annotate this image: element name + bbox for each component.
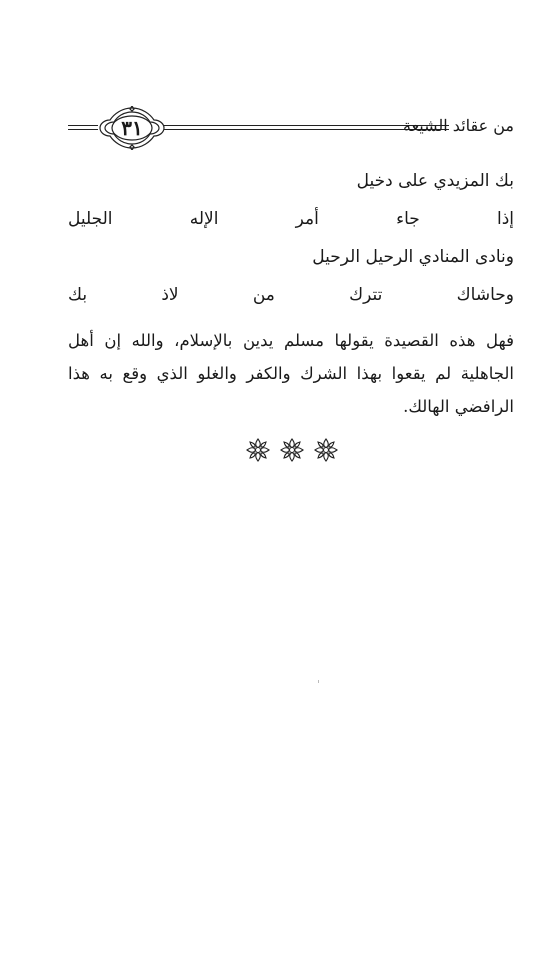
- running-header-title: من عقائد الشيعة: [402, 116, 514, 135]
- scan-speck: [318, 680, 319, 683]
- page-number-badge: [98, 106, 166, 150]
- flower-ornament-icon: [245, 437, 271, 463]
- section-divider-ornaments: [245, 437, 340, 463]
- header-rule-left: [68, 125, 98, 130]
- flower-ornament-icon: [279, 437, 305, 463]
- verse-line: بك المزيدي على دخيل: [356, 171, 514, 191]
- verse-line: وحاشاك تترك من لاذ بك: [68, 285, 514, 305]
- page-number: ٣١: [121, 116, 143, 140]
- verse-line: ونادى المنادي الرحيل الرحيل: [312, 247, 514, 267]
- page-body: [68, 162, 514, 423]
- flower-ornament-icon: [313, 437, 339, 463]
- page-header: [68, 106, 514, 152]
- commentary-paragraph: فهل هذه القصيدة يقولها مسلم يدين بالإسلام، والله إن أهل الجاهلية لم يقعوا بهذا الشرك والكفر والغلو الذي وقع به هذا الرافضي الهالك.: [68, 331, 514, 416]
- verse-line: إذا جاء أمر الإله الجليل: [68, 209, 514, 229]
